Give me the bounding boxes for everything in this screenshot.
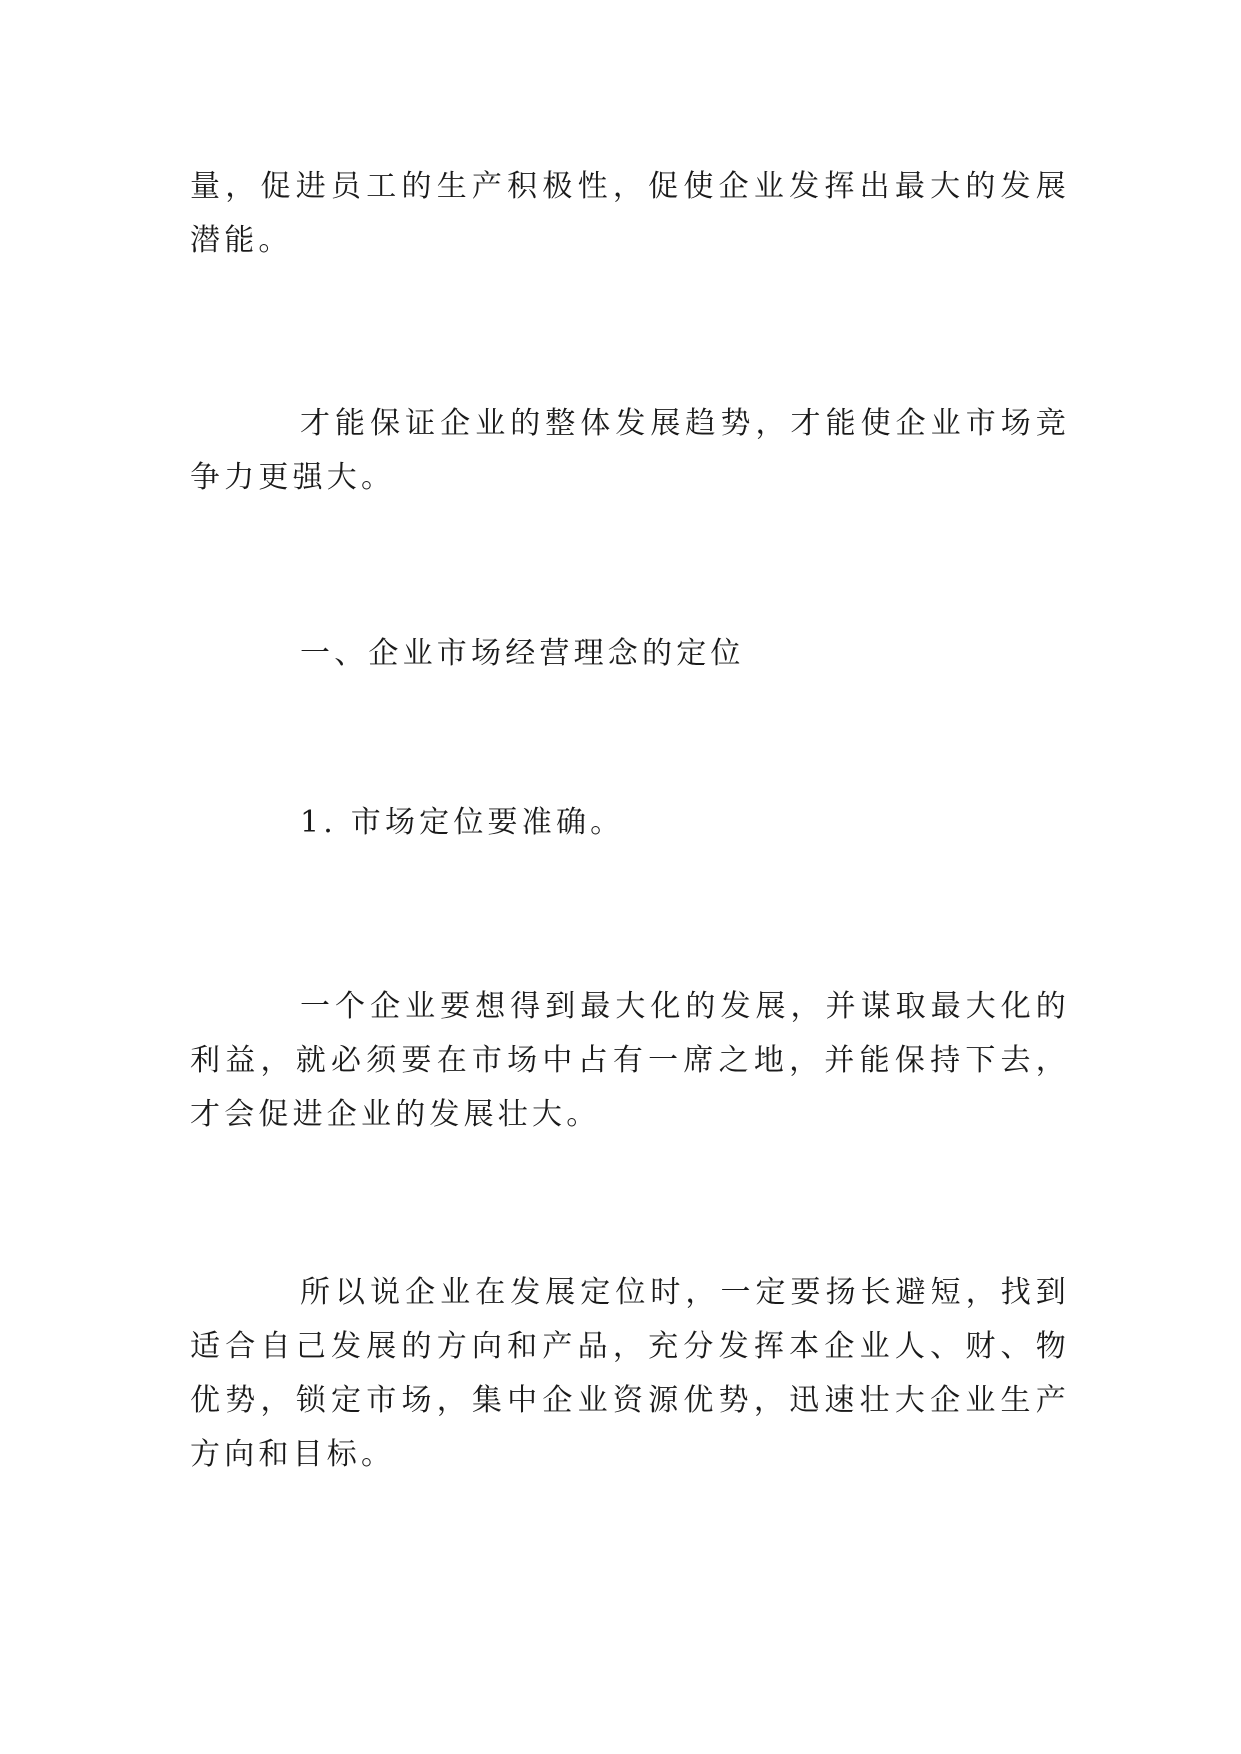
section-heading: 一、企业市场经营理念的定位 [300,636,745,671]
paragraph-continuation: 量，促进员工的生产积极性，促使企业发挥出最大的发展潜能。 [190,169,1070,258]
paragraph: 一个企业要想得到最大化的发展，并谋取最大化的利益，就必须要在市场中占有一席之地，并能保持下去，才会促进企业的发展壮大。 [190,989,1070,1132]
paragraph: 所以说企业在发展定位时，一定要扬长避短，找到适合自己发展的方向和产品，充分发挥本企业人、财、物优势，锁定市场，集中企业资源优势，迅速壮大企业生产方向和目标。 [190,1275,1070,1472]
subsection-heading: 1. 市场定位要准确。 [300,805,625,840]
paragraph: 才能保证企业的整体发展趋势，才能使企业市场竞争力更强大。 [190,406,1070,495]
